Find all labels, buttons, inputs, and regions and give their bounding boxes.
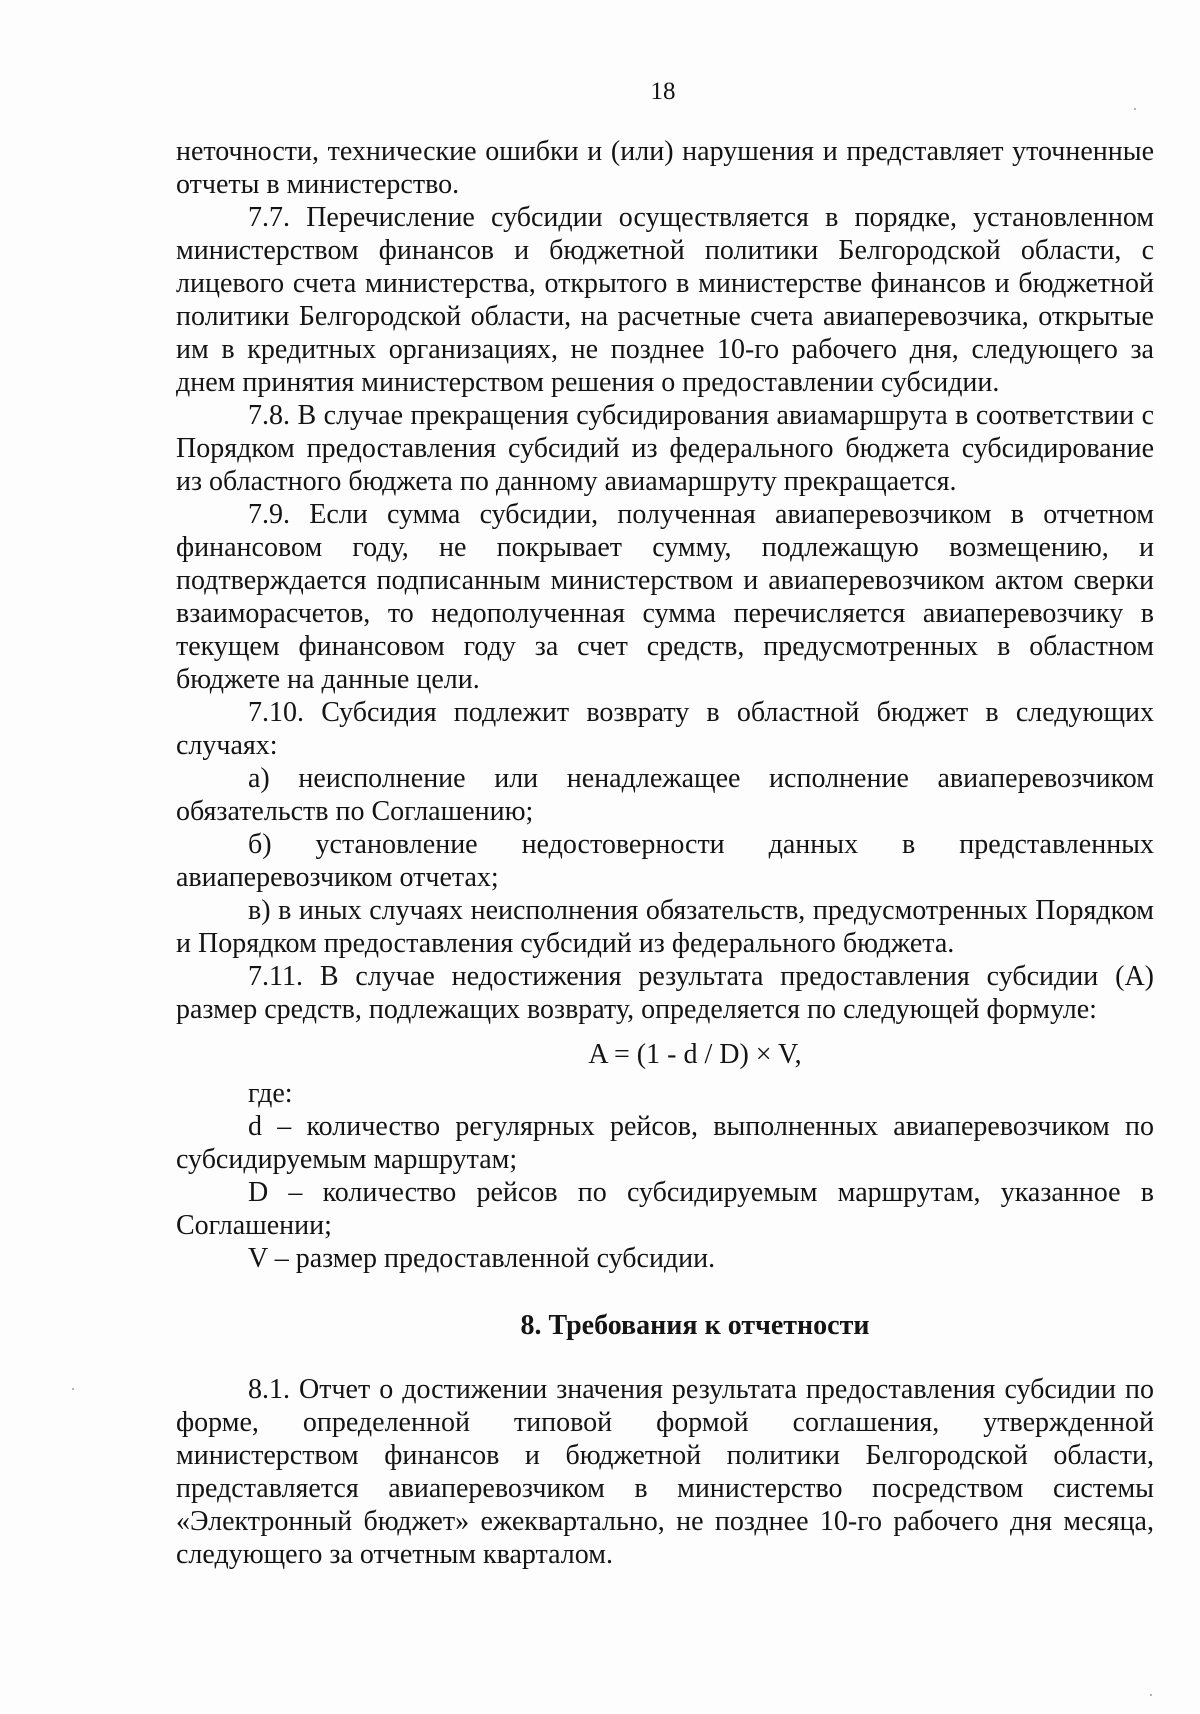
formula-term-D: D – количество рейсов по субсидируемым маршрутам, указанное в Соглашении;	[176, 1177, 1154, 1241]
list-item-v: в) в иных случаях неисполнения обязательств, предусмотренных Порядком и Порядком предоставления субсидий из федерального бюджета.	[176, 895, 1154, 959]
paragraph-7-8: 7.8. В случае прекращения субсидирования авиамаршрута в соответствии с Порядком предоставления субсидий из федерального бюджета субсидирование из областного бюджета по данному авиамаршруту прекращается.	[176, 400, 1154, 497]
page-number: 18	[650, 78, 676, 105]
section-heading: 8. Требования к отчетности	[520, 1310, 870, 1341]
paragraph-7-7: 7.7. Перечисление субсидии осуществляется в порядке, установленном министерством финансов и бюджетной политики Белгородской области, с лицевого счета министерства, открытого в министерстве финансов и бюджетной политики Белгородской области, на расчетные счета авиаперевозчика, открытые им в кредитных организациях, не позднее 10-го рабочего дня, следующего за днем принятия министерством решения о предоставлении субсидии.	[176, 202, 1154, 398]
paragraph-7-10: 7.10. Субсидия подлежит возврату в областной бюджет в следующих случаях:	[176, 697, 1154, 761]
paragraph-7-9: 7.9. Если сумма субсидии, полученная авиаперевозчиком в отчетном финансовом году, не покрывает сумму, подлежащую возмещению, и подтверждается подписанным министерством и авиаперевозчиком актом сверки взаиморасчетов, то недополученная сумма перечисляется авиаперевозчику в текущем финансовом году за счет средств, предусмотренных в областном бюджете на данные цели.	[176, 499, 1154, 695]
formula-term-V: V – размер предоставленной субсидии.	[248, 1243, 716, 1274]
scan-speck	[1134, 108, 1136, 110]
list-item-b: б) установление недостоверности данных в представленных авиаперевозчиком отчетах;	[176, 829, 1154, 893]
paragraph-7-11: 7.11. В случае недостижения результата предоставления субсидии (А) размер средств, подлежащих возврату, определяется по следующей формуле:	[176, 961, 1154, 1025]
formula: A = (1 - d / D) × V,	[588, 1039, 802, 1070]
document-body	[176, 135, 1154, 1571]
scan-speck	[72, 1388, 74, 1390]
scan-speck	[1150, 1694, 1152, 1696]
list-item-a: а) неисполнение или ненадлежащее исполнение авиаперевозчиком обязательств по Соглашению;	[176, 763, 1154, 827]
formula-where-label: где:	[248, 1078, 293, 1109]
paragraph-continuation: неточности, технические ошибки и (или) нарушения и представляет уточненные отчеты в министерство.	[176, 136, 1154, 200]
formula-term-d: d – количество регулярных рейсов, выполненных авиаперевозчиком по субсидируемым маршрутам;	[176, 1111, 1154, 1175]
paragraph-8-1: 8.1. Отчет о достижении значения результата предоставления субсидии по форме, определенной типовой формой соглашения, утвержденной министерством финансов и бюджетной политики Белгородской области, представляется авиаперевозчиком в министерство посредством системы «Электронный бюджет» ежеквартально, не позднее 10-го рабочего дня месяца, следующего за отчетным кварталом.	[176, 1374, 1154, 1570]
